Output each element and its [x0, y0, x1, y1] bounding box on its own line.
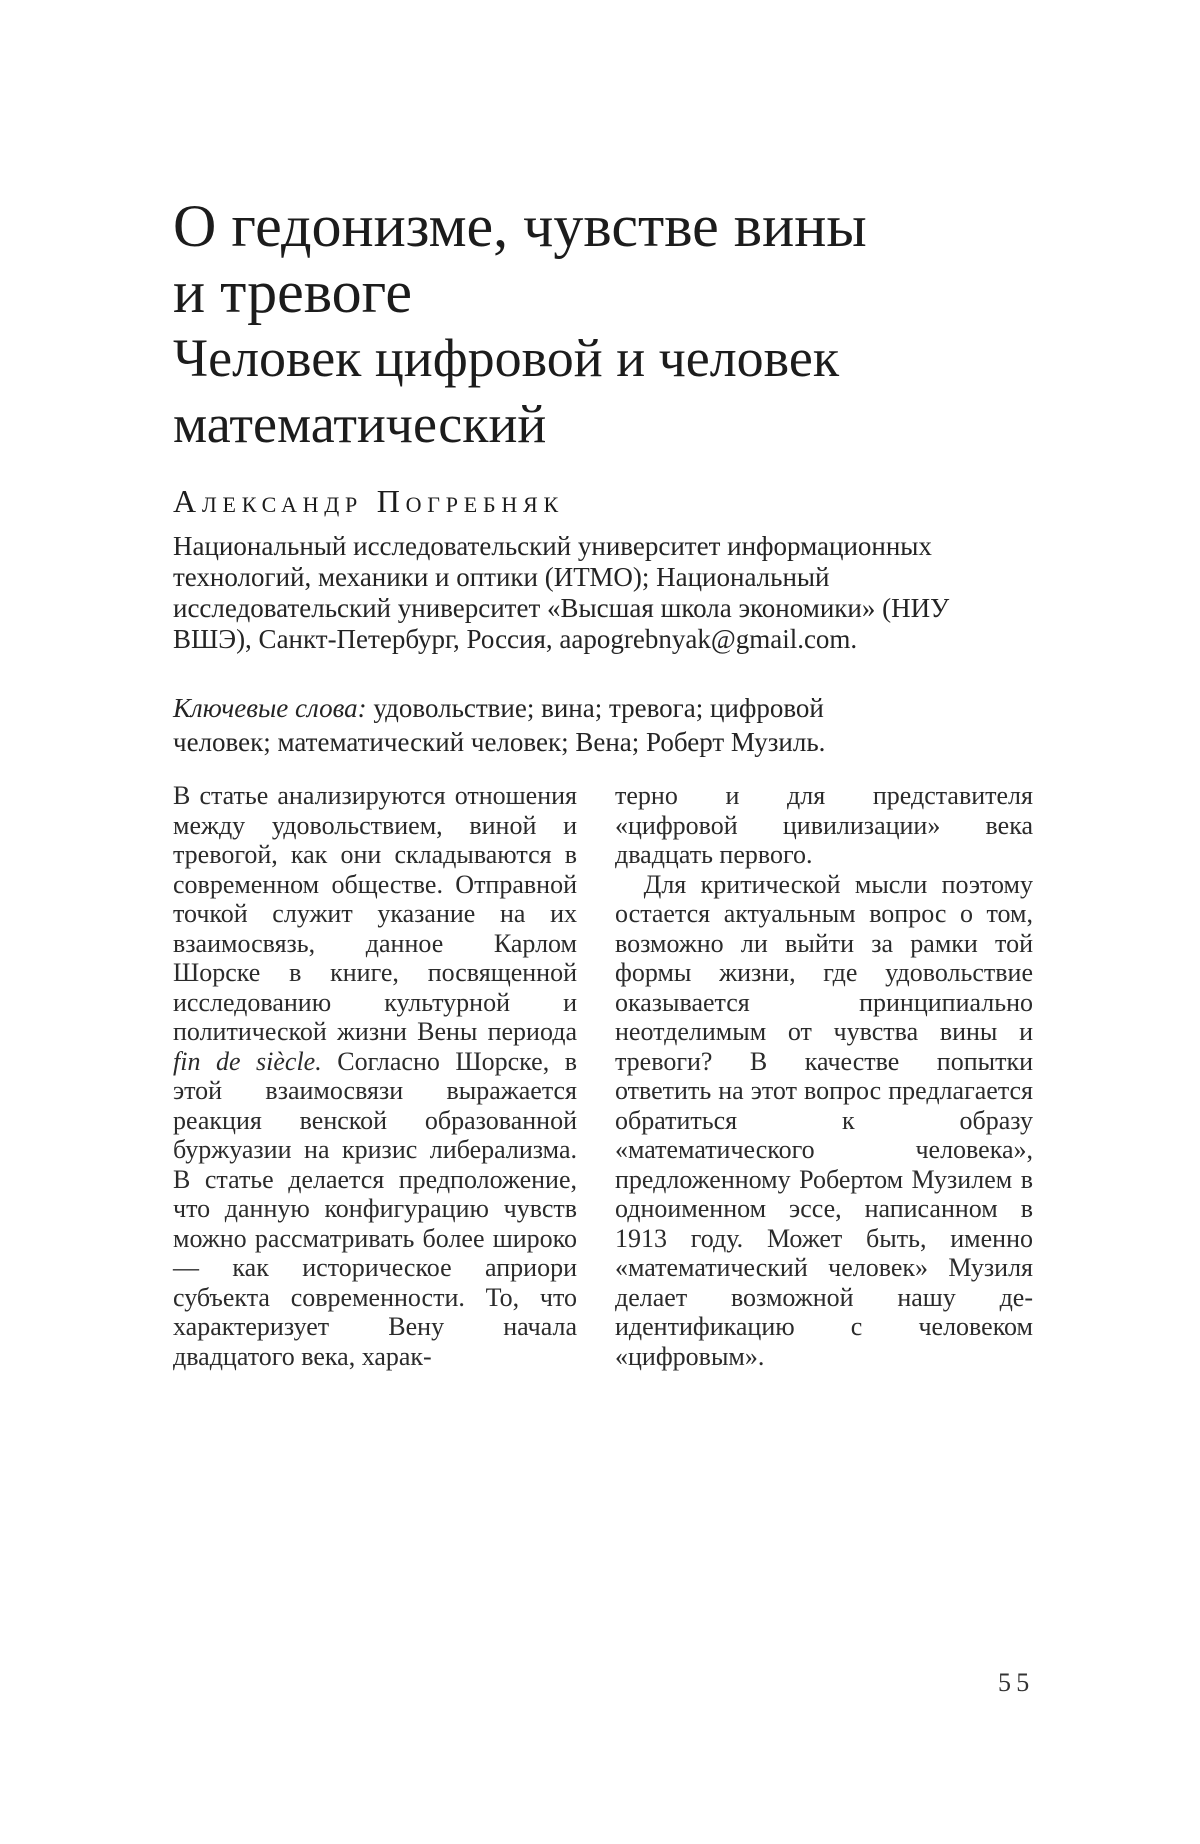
abstract-left-italic-phrase: fin de siècle. — [173, 1046, 322, 1076]
page-number: 55 — [998, 1668, 1035, 1697]
article-subtitle — [173, 325, 1033, 457]
article-header-and-body — [173, 193, 1033, 1371]
keywords-label: Ключевые слова: — [173, 693, 367, 723]
abstract-left-paragraph — [173, 781, 577, 1371]
article-title-line-1: О гедонизме, чувстве вины — [173, 193, 867, 259]
article-subtitle-line-1: Человек цифровой и человек — [173, 328, 840, 388]
abstract-right-column — [615, 781, 1033, 1371]
abstract-left-text-before-italic: В статье анализируются отношения между удовольствием, виной и тревогой, как они складываются в современном обществе. Отправной точкой служит указание на их взаимосвязь, данное Карлом Шорске в книге, посвященной исследованию культурной и политической жизни Вены периода — [173, 781, 577, 1046]
article-subtitle-line-2: математический — [173, 394, 547, 454]
article-title-line-2: и тревоге — [173, 259, 413, 325]
keywords-block — [173, 691, 863, 759]
article-title — [173, 193, 1033, 325]
abstract-left-column — [173, 781, 577, 1371]
abstract — [173, 781, 1033, 1371]
abstract-left-text-after-italic: Согласно Шорске, в этой взаимосвязи выражается реакция венской образованной буржуазии на кризис либерализма. В статье делается предположение, что данную конфигурацию чувств можно рассматривать более широко — как историческое априори субъекта современности. То, что характеризует Вену начала двадцатого века, харак- — [173, 1046, 577, 1371]
author-name: Александр Погребняк — [173, 483, 564, 519]
abstract-right-paragraph-1: терно и для представителя «цифровой цивилизации» века двадцать первого. — [615, 781, 1033, 869]
author-affiliation: Национальный исследовательский университет информационных технологий, механики и оптики (ИТМО); Национальный исследовательский университет «Высшая школа экономики» (НИУ ВШЭ), Санкт-Петербург, Россия, aapogrebnyak@gmail.com. — [173, 531, 950, 654]
abstract-right-paragraph-2: Для критической мысли поэтому остается актуальным вопрос о том, возможно ли выйти за рамки той формы жизни, где удовольствие оказывается принципиально неотделимым от чувства вины и тревоги? В качестве попытки ответить на этот вопрос предлагается обратиться к образу «математического человека», предложенному Робертом Музилем в одноименном эссе, написанном в 1913 году. Может быть, именно «математический человек» Музиля делает возможной нашу де-идентификацию с человеком «цифровым». — [615, 869, 1033, 1371]
keywords-list: удовольствие; вина; тревога; цифровой человек; математический человек; Вена; Роберт Музиль. — [173, 693, 826, 757]
